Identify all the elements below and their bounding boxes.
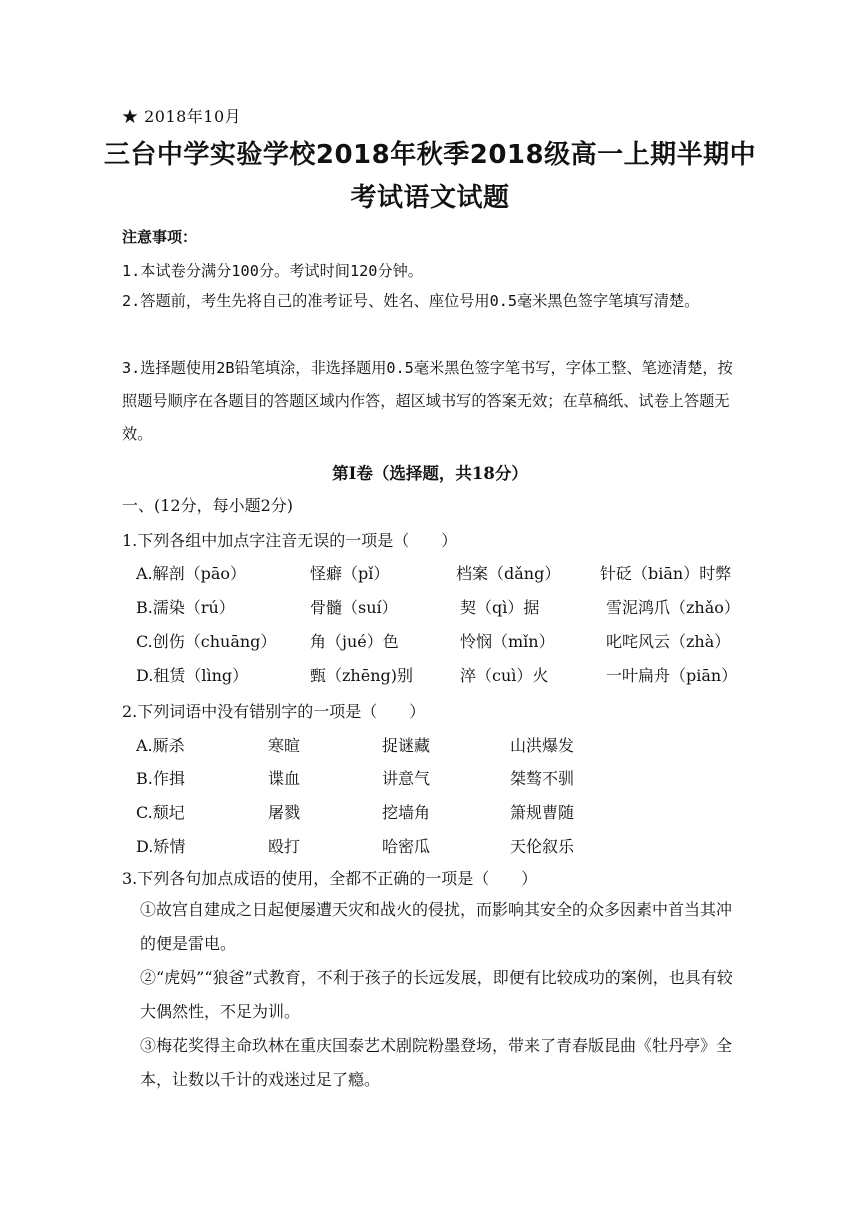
q2-option-d-3: 哈密瓜 bbox=[382, 837, 431, 856]
q2-option-b-4: 桀骜不驯 bbox=[510, 769, 575, 788]
q1-option-a-2: 怪癖（pǐ） bbox=[310, 564, 390, 583]
q1-option-a-1: A.解剖（pāo） bbox=[136, 564, 247, 583]
q1-option-c-4: 叱咤风云（zhà） bbox=[606, 632, 731, 651]
q2-option-a-3: 捉谜藏 bbox=[382, 736, 431, 755]
part-heading: 一、(12分，每小题2分) bbox=[122, 496, 294, 515]
q2-option-c-2: 屠戮 bbox=[268, 803, 301, 822]
exam-title-line2: 考试语文试题 bbox=[350, 183, 510, 213]
q1-option-a-4: 针砭（biān）时弊 bbox=[600, 564, 732, 583]
q2-option-b-2: 谍血 bbox=[268, 769, 301, 788]
note-item: 1.本试卷分满分100分。考试时间120分钟。 bbox=[122, 262, 423, 280]
question-2-stem: 2.下列词语中没有错别字的一项是（ ） bbox=[122, 702, 426, 721]
exam-title-line1: 三台中学实验学校2018年秋季2018级高一上期半期中 bbox=[103, 140, 757, 170]
notes-heading: 注意事项： bbox=[122, 228, 198, 246]
note-item: 2.答题前，考生先将自己的准考证号、姓名、座位号用0.5毫米黑色签字笔填写清楚。 bbox=[122, 292, 700, 310]
q1-option-b-4: 雪泥鸿爪（zhǎo） bbox=[606, 598, 740, 617]
q2-option-d-4: 天伦叙乐 bbox=[510, 837, 575, 856]
question-3-stem: 3.下列各句加点成语的使用，全都不正确的一项是（ ） bbox=[122, 869, 538, 888]
q2-option-d-2: 殴打 bbox=[268, 837, 301, 856]
q3-sentence-2: ②“虎妈”“狼爸”式教育，不利于孩子的长远发展，即便有比较成功的案例，也具有较大偶然性，不足为训。 bbox=[140, 968, 733, 1021]
q1-option-c-3: 怜悯（mǐn） bbox=[460, 632, 555, 651]
exam-date: ★ 2018年10月 bbox=[122, 107, 242, 126]
q1-option-d-1: D.租赁（lìng） bbox=[136, 666, 249, 685]
q2-option-c-1: C.颓圮 bbox=[136, 803, 185, 822]
q2-option-a-1: A.厮杀 bbox=[136, 736, 185, 755]
q1-option-d-3: 淬（cuì）火 bbox=[460, 666, 549, 685]
note-item: 3.选择题使用2B铅笔填涂，非选择题用0.5毫米黑色签字笔书写，字体工整、笔迹清楚，按照题号顺序在各题目的答题区域内作答，超区域书写的答案无效；在草稿纸、试卷上答题无效。 bbox=[122, 359, 733, 443]
q1-option-b-2: 骨髓（suí） bbox=[310, 598, 398, 617]
q2-option-d-1: D.矫情 bbox=[136, 837, 186, 856]
section-heading: 第Ⅰ卷（选择题，共18分） bbox=[332, 464, 528, 483]
q1-option-d-4: 一叶扁舟（piān） bbox=[606, 666, 738, 685]
q1-option-c-1: C.创伤（chuāng） bbox=[136, 632, 277, 651]
q1-option-b-3: 契（qì）据 bbox=[460, 598, 540, 617]
q1-option-d-2: 甄（zhēng)别 bbox=[310, 666, 413, 685]
q2-option-b-1: B.作揖 bbox=[136, 769, 185, 788]
q3-sentence-3: ③梅花奖得主命玖林在重庆国泰艺术剧院粉墨登场，带来了青春版昆曲《牡丹亭》全本，让数以千计的戏迷过足了瘾。 bbox=[140, 1036, 733, 1089]
q2-option-a-4: 山洪爆发 bbox=[510, 736, 575, 755]
q1-option-b-1: B.濡染（rú） bbox=[136, 598, 235, 617]
q2-option-b-3: 讲意气 bbox=[382, 769, 431, 788]
q2-option-c-3: 挖墙角 bbox=[382, 803, 431, 822]
q3-sentence-1: ①故宫自建成之日起便屡遭天灾和战火的侵扰，而影响其安全的众多因素中首当其冲的便是雷电。 bbox=[140, 900, 733, 953]
question-1-stem: 1.下列各组中加点字注音无误的一项是（ ） bbox=[122, 531, 458, 550]
q1-option-c-2: 角（jué）色 bbox=[310, 632, 399, 651]
q1-option-a-3: 档案（dǎng） bbox=[456, 564, 561, 583]
q2-option-a-2: 寒暄 bbox=[268, 736, 301, 755]
q2-option-c-4: 箫规曹随 bbox=[510, 803, 575, 822]
